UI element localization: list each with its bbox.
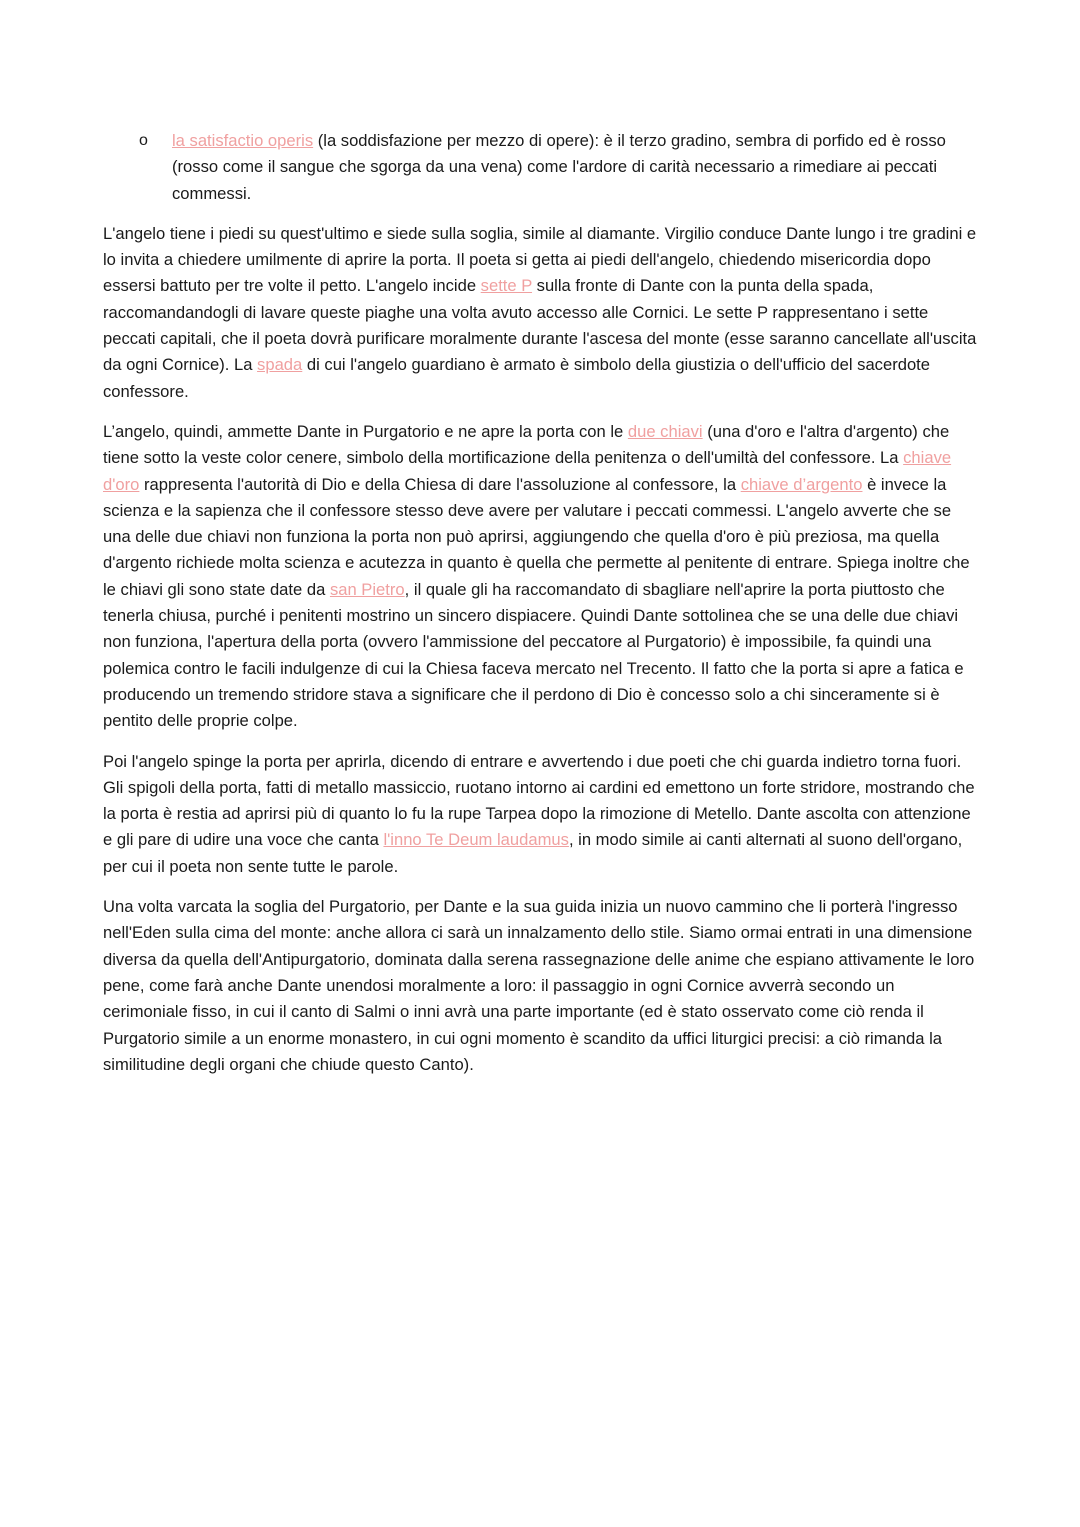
bullet-marker: o: [139, 132, 148, 149]
paragraph-soglia-purgatorio: Una volta varcata la soglia del Purgatorio, per Dante e la sua guida inizia un nuovo cammino che li porterà l'ingresso nell'Eden sulla cima del monte: anche allora ci sarà un innalzamento dello stile. Siamo ormai entrati in una dimensione diversa da quella dell'Antipurgatorio, dominata dalla serena rassegnazione delle anime che espiano attivamente le loro pene, come farà anche Dante unendosi moralmente a loro: il passaggio in ogni Cornice avverrà secondo un cerimoniale fisso, in cui il canto di Salmi o inni avrà una parte importante (ed è stato osservato come ciò renda il Purgatorio simile a un enorme monastero, in cui ogni momento è scandito da uffici liturgici precisi: a ciò rimanda la similitudine degli organi che chiude questo Canto).: [103, 897, 975, 1074]
paragraph-due-chiavi: L’angelo, quindi, ammette Dante in Purgatorio e ne apre la porta con le due chiavi (una d'oro e l'altra d'argento) che tiene sotto la veste color cenere, simbolo della mortificazione della penitenza o dell'umiltà del confessore. La chiave d'oro rappresenta l'autorità di Dio e della Chiesa di dare l'assoluzione al confessore, la chiave d’argento è invece la scienza e la sapienza che il confessore stesso deve avere per valutare i peccati commessi. L'angelo avverte che se una delle due chiavi non funziona la porta non può aprirsi, aggiungendo che quella d'oro è più preziosa, ma quella d'argento richiede molta scienza e acutezza in quanto è quella che permette al penitente di entrare. Spiega inoltre che le chiavi gli sono state date da san Pietro, il quale gli ha raccomandato di sbagliare nell'aprire la porta piuttosto che tenerla chiusa, purché i penitenti mostrino un sincero dispiacere. Quindi Dante sottolinea che se una delle due chiavi non funziona, l'apertura della porta (ovvero l'ammissione del peccatore al Purgatorio) è impossibile, fa quindi una polemica contro le facili indulgenze di cui la Chiesa faceva mercato nel Trecento. Il fatto che la porta si apre a fatica e producendo un tremendo stridore stava a significare che il perdono di Dio è concesso solo a chi sinceramente si è pentito delle proprie colpe.: [103, 421, 970, 731]
link-chiave-argento[interactable]: chiave d’argento: [740, 474, 863, 494]
list-item: [103, 128, 983, 207]
document-body: [103, 128, 983, 1092]
link-sette-p[interactable]: sette P: [480, 276, 533, 296]
paragraph-apertura-porta: Poi l'angelo spinge la porta per aprirla, dicendo di entrare e avvertendo i due poeti che chi guarda indietro torna fuori. Gli spigoli della porta, fatti di metallo massiccio, ruotano intorno ai cardini ed emettono un forte stridore, mostrando che la porta è restia ad aprirsi più di quanto lo fu la rupe Tarpea dopo la rimozione di Metello. Dante ascolta con attenzione e gli pare di udire una voce che canta l'inno Te Deum laudamus, in modo simile ai canti alternati al suono dell'organo, per cui il poeta non sente tutte le parole.: [103, 751, 975, 876]
link-chiave-oro[interactable]: chiave d'oro: [103, 448, 952, 494]
bullet-text: la satisfactio operis (la soddisfazione per mezzo di opere): è il terzo gradino, sembra di porfido ed è rosso (rosso come il sangue che sgorga da una vena) come l'ardore di carità necessario a rimediare ai peccati commessi.: [172, 131, 946, 203]
link-spada[interactable]: spada: [257, 355, 303, 375]
paragraph-angelo-soglia: L'angelo tiene i piedi su quest'ultimo e siede sulla soglia, simile al diamante. Virgilio conduce Dante lungo i tre gradini e lo invita a chiedere umilmente di aprire la porta. Il poeta si getta ai piedi dell'angelo, chiedendo misericordia dopo essersi battuto per tre volte il petto. L'angelo incide sette P sulla fronte di Dante con la punta della spada, raccomandandogli di lavare queste piaghe una volta avuto accesso alle Cornici. Le sette P rappresentano i sette peccati capitali, che il poeta dovrà purificare moralmente durante l'ascesa del monte (esse saranno cancellate all'uscita da ogni Cornice). La spada di cui l'angelo guardiano è armato è simbolo della giustizia o dell'ufficio del sacerdote confessore.: [103, 223, 977, 401]
link-due-chiavi[interactable]: due chiavi: [627, 421, 703, 441]
link-te-deum[interactable]: l'inno Te Deum laudamus: [383, 830, 569, 850]
link-satisfactio-operis[interactable]: la satisfactio operis: [172, 131, 314, 150]
link-san-pietro[interactable]: san Pietro: [329, 579, 405, 599]
